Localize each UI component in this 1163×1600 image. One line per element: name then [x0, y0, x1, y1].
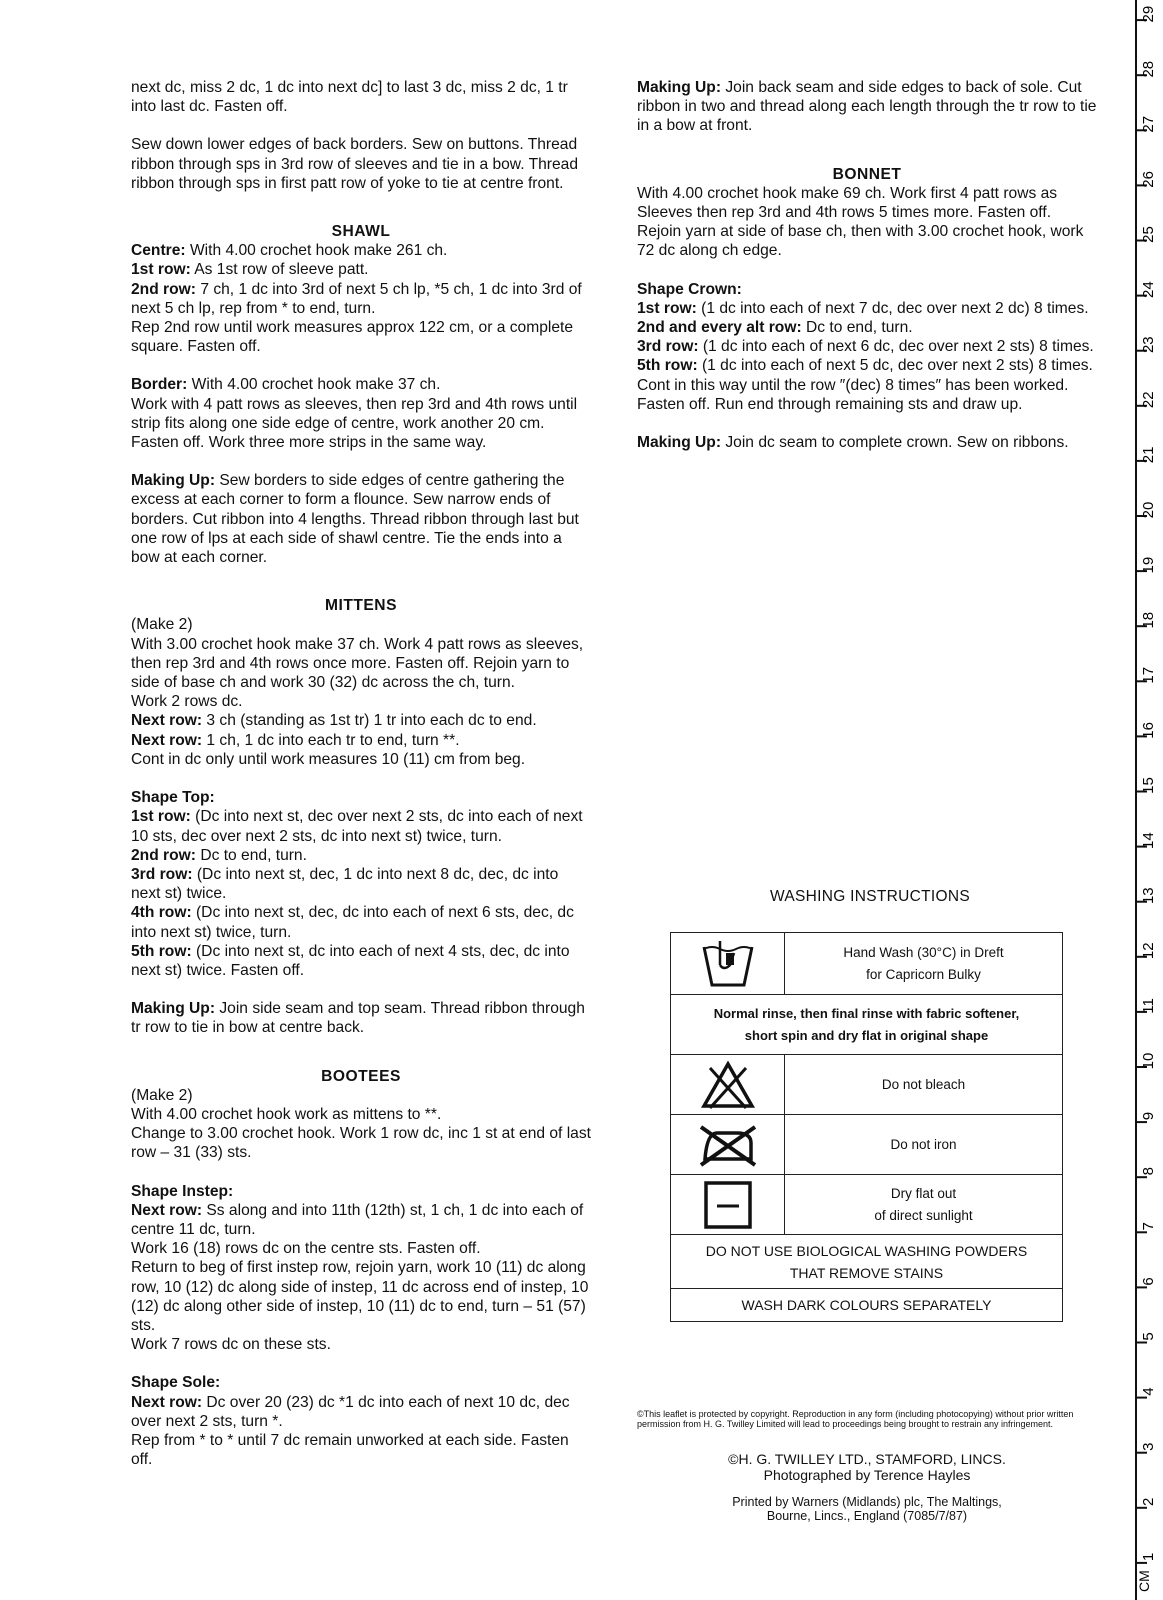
subheading: Shape Top:	[131, 789, 215, 807]
paragraph: Work with 4 patt rows as sleeves, then rep 3rd and 4th rows until strip fits along one side edge of centre, work another 20 cm. Fasten off. Work three more strips in the same way.	[131, 395, 578, 452]
paragraph: Return to beg of first instep row, rejoin yarn, work 10 (11) dc along row, 10 (12) dc along side of instep, 11 dc across end of instep, 10 (12) dc along other side of instep, 10 (11) dc to end, turn – 51 (57) sts.	[131, 1259, 589, 1334]
ruler-number: 21	[1140, 446, 1157, 464]
label: 2nd row:	[131, 846, 196, 864]
hand-wash-icon	[671, 933, 785, 994]
text: Dc to end, turn.	[806, 319, 913, 337]
ruler-number: 25	[1140, 226, 1157, 243]
label: Making Up:	[637, 79, 722, 96]
label: Next row:	[131, 731, 203, 749]
text: (Dc into next st, dec over next 2 sts, dc into each of next 10 sts, dec over next 2 sts, dc into next st) twice, turn.	[131, 808, 583, 845]
wash-row-biological	[671, 1235, 1062, 1289]
ruler-number: 7	[1140, 1222, 1157, 1231]
text: As 1st row of sleeve patt.	[194, 261, 369, 279]
text: Ss along and into 11th (12th) st, 1 ch, 1 dc into each of centre 11 dc, turn.	[131, 1201, 584, 1238]
rinse-line-1: Normal rinse, then final rinse with fabric softener,	[713, 1005, 1020, 1021]
ruler-number: 20	[1140, 501, 1157, 519]
centimetre-ruler	[1135, 0, 1163, 1600]
label: Centre:	[131, 242, 186, 260]
washing-instructions-title: WASHING INSTRUCTIONS	[769, 888, 971, 905]
text: 3 ch (standing as 1st tr) 1 tr into each dc to end.	[206, 712, 537, 730]
text: (Dc into next st, dec, dc into each of next 6 sts, dec, dc into next st) twice, turn.	[131, 904, 574, 941]
paragraph	[637, 318, 1097, 337]
ruler-number: 5	[1140, 1332, 1157, 1341]
ruler-labels	[1136, 6, 1157, 1592]
paragraph	[131, 711, 591, 730]
washing-instructions-table	[670, 932, 1063, 1322]
rinse-text	[671, 995, 1062, 1054]
text: Join dc seam to complete crown. Sew on ribbons.	[725, 434, 1069, 452]
ruler-number: 9	[1140, 1111, 1157, 1121]
paragraph	[131, 471, 591, 567]
ruler-number: 1	[1140, 1552, 1157, 1562]
label: Next row:	[131, 1201, 203, 1219]
paragraph: Rep 2nd row until work measures approx 122 cm, or a complete square. Fasten off.	[131, 319, 574, 356]
rinse-line-2: short spin and dry flat in original shape	[744, 1027, 989, 1043]
wash-row-rinse	[671, 995, 1062, 1055]
ruler-number: 15	[1140, 777, 1157, 794]
subheading: Shape Instep:	[131, 1182, 234, 1200]
ruler-number: 4	[1140, 1387, 1157, 1396]
paragraph	[131, 903, 591, 941]
subheading: Shape Crown:	[637, 280, 742, 298]
text: Sew borders to side edges of centre gathering the excess at each corner to form a flounce. Sew narrow ends of borders. Cut ribbon into 4 lengths. Thread ribbon through last but one row of lps at each side of shawl centre. Tie the ends into a bow at each corner.	[131, 472, 579, 567]
ruler-number: 12	[1140, 942, 1157, 960]
paragraph: With 4.00 crochet hook work as mittens to **.	[131, 1105, 442, 1123]
ruler-number: 14	[1140, 832, 1157, 849]
section-heading-mittens: MITTENS	[325, 597, 397, 615]
wash-text	[785, 1055, 1062, 1114]
text: Dc to end, turn.	[200, 846, 307, 864]
paragraph: Work 16 (18) rows dc on the centre sts. Fasten off.	[131, 1240, 481, 1258]
paragraph: Cont in dc only until work measures 10 (11) cm from beg.	[131, 750, 526, 768]
text: Dc over 20 (23) dc *1 dc into each of next 10 dc, dec over next 2 sts, turn *.	[131, 1393, 570, 1430]
ruler-number: 10	[1140, 1052, 1157, 1070]
ruler-number: 17	[1140, 666, 1157, 684]
ruler-number: 28	[1140, 60, 1157, 78]
ruler-number: 2	[1140, 1497, 1157, 1506]
company-line: ©H. G. TWILLEY LTD., STAMFORD, LINCS.	[728, 1451, 1006, 1467]
paragraph: Work 2 rows dc.	[131, 693, 243, 711]
paragraph: Sew down lower edges of back borders. Sew on buttons. Thread ribbon through sps in 3rd row of sleeves and tie in a bow. Thread ribbon through sps in first patt row of yoke to tie at centre front.	[131, 136, 579, 192]
paragraph: With 4.00 crochet hook make 69 ch. Work first 4 patt rows as Sleeves then rep 3rd and 4th rows 5 times more. Fasten off. Rejoin yarn at side of base ch, then with 3.00 crochet hook, work 72 dc along ch edge.	[637, 184, 1084, 260]
text: (1 dc into each of next 6 dc, dec over next 2 sts) 8 times.	[702, 338, 1094, 356]
paragraph	[131, 865, 591, 903]
label: Next row:	[131, 1393, 203, 1411]
label: 3rd row:	[131, 865, 193, 883]
paragraph: Cont in this way until the row ″(dec) 8 times″ has been worked. Fasten off. Run end through remaining sts and draw up.	[637, 376, 1069, 413]
section-heading-bonnet: BONNET	[832, 165, 902, 183]
copyright-notice: ©This leaflet is protected by copyright. Reproduction in any form (including photocopying) without prior written permission from H. G. Twilley Limited will lead to proceedings being brought to restrain any infringement.	[637, 1409, 1074, 1429]
label: 2nd row:	[131, 280, 196, 298]
ruler-number: 24	[1140, 281, 1157, 298]
right-column	[637, 78, 1097, 452]
wash-text	[785, 933, 1062, 994]
ruler-number: 27	[1140, 115, 1157, 133]
text: (Dc into next st, dec, 1 dc into next 8 dc, dec, dc into next st) twice.	[131, 865, 559, 903]
paragraph	[637, 78, 1097, 136]
paragraph: (Make 2)	[131, 616, 193, 634]
wash-row-dry	[671, 1175, 1062, 1235]
dry-line-1: Dry flat out	[890, 1185, 957, 1201]
paragraph: (Make 2)	[131, 1086, 193, 1104]
ruler-unit-label: CM	[1136, 1570, 1152, 1592]
paragraph	[131, 731, 591, 750]
label: 2nd and every alt row:	[637, 319, 802, 337]
text: 1 ch, 1 dc into each tr to end, turn **.	[206, 731, 460, 749]
paragraph	[131, 1201, 591, 1239]
text: 7 ch, 1 dc into 3rd of next 5 ch lp, *5 ch, 1 dc into 3rd of next 5 ch lp, rep from * to end, turn.	[131, 280, 582, 317]
no-bleach-icon	[671, 1055, 785, 1114]
ruler-number: 29	[1140, 5, 1157, 23]
subheading: Shape Sole:	[131, 1374, 221, 1392]
label: Making Up:	[637, 434, 722, 452]
hand-wash-line-1: Hand Wash (30°C) in Dreft	[843, 944, 1004, 960]
label: 1st row:	[131, 261, 191, 279]
text: With 4.00 crochet hook make 261 ch.	[189, 242, 448, 260]
paragraph	[131, 807, 591, 845]
paragraph	[131, 241, 591, 260]
ruler-number: 8	[1140, 1167, 1157, 1176]
label: 1st row:	[131, 808, 191, 826]
bio-line-2: THAT REMOVE STAINS	[789, 1264, 944, 1281]
paragraph	[131, 260, 591, 279]
text: With 4.00 crochet hook make 37 ch.	[191, 376, 441, 394]
no-bleach-label: Do not bleach	[881, 1076, 966, 1092]
paragraph	[637, 433, 1097, 452]
paragraph: Work 7 rows dc on these sts.	[131, 1336, 331, 1354]
section-heading-bootees: BOOTEES	[321, 1067, 401, 1085]
text: (Dc into next st, dc into each of next 4 sts, dec, dc into next st) twice. Fasten off.	[131, 942, 570, 979]
text: Join back seam and side edges to back of sole. Cut ribbon in two and thread along each length through the tr row to tie in a bow at front.	[637, 79, 1097, 135]
paragraph	[637, 299, 1097, 318]
ruler-number: 11	[1140, 998, 1157, 1014]
ruler-number: 6	[1140, 1277, 1157, 1286]
dry-flat-icon	[671, 1175, 785, 1234]
paragraph	[131, 846, 591, 865]
label: 1st row:	[637, 299, 697, 317]
paragraph: With 3.00 crochet hook make 37 ch. Work 4 patt rows as sleeves, then rep 3rd and 4th rows once more. Fasten off. Rejoin yarn to side of base ch and work 30 (32) dc across the ch, turn.	[131, 635, 584, 692]
ruler-number: 23	[1140, 336, 1157, 354]
paragraph	[131, 942, 591, 980]
paragraph	[131, 999, 591, 1037]
biological-warning	[671, 1235, 1062, 1288]
ruler-number: 16	[1140, 722, 1157, 739]
paragraph: Rep from * to * until 7 dc remain unworked at each side. Fasten off.	[131, 1431, 569, 1469]
no-iron-icon	[671, 1115, 785, 1174]
ruler-number: 13	[1140, 887, 1157, 905]
hand-wash-line-2: for Capricorn Bulky	[866, 966, 981, 982]
wash-row-dark	[671, 1289, 1062, 1321]
paragraph: Change to 3.00 crochet hook. Work 1 row dc, inc 1 st at end of last row – 31 (33) sts.	[131, 1125, 591, 1162]
label: Making Up:	[131, 472, 216, 490]
text: (1 dc into each of next 5 dc, dec over next 2 sts) 8 times.	[701, 357, 1093, 375]
ruler-number: 26	[1140, 171, 1157, 188]
wash-row-hand-wash	[671, 933, 1062, 995]
no-iron-label: Do not iron	[890, 1136, 957, 1152]
printer-info	[637, 1495, 1097, 1523]
photographer-line: Photographed by Terence Hayles	[763, 1467, 971, 1483]
printer-line-2: Bourne, Lincs., England (7085/7/87)	[766, 1509, 968, 1523]
left-column	[131, 78, 591, 1469]
paragraph	[131, 375, 591, 394]
paragraph	[637, 337, 1097, 356]
ruler-number: 22	[1140, 391, 1157, 409]
dry-line-2: of direct sunlight	[874, 1207, 973, 1223]
label: 5th row:	[131, 942, 192, 960]
label: Making Up:	[131, 1000, 216, 1018]
wash-text	[785, 1115, 1062, 1174]
wash-text	[785, 1175, 1062, 1234]
section-heading-shawl: SHAWL	[331, 223, 391, 241]
wash-row-iron	[671, 1115, 1062, 1175]
paragraph	[131, 280, 591, 318]
label: Next row:	[131, 712, 203, 730]
dark-colours-warning: WASH DARK COLOURS SEPARATELY	[741, 1297, 992, 1313]
text: (1 dc into each of next 7 dc, dec over next 2 dc) 8 times.	[701, 299, 1089, 317]
bio-line-1: DO NOT USE BIOLOGICAL WASHING POWDERS	[705, 1242, 1028, 1259]
paragraph	[637, 356, 1097, 375]
label: 4th row:	[131, 904, 192, 922]
ruler-number: 3	[1140, 1442, 1157, 1451]
paragraph: next dc, miss 2 dc, 1 dc into next dc] to last 3 dc, miss 2 dc, 1 tr into last dc. Fasten off.	[131, 79, 568, 116]
credits	[637, 1451, 1097, 1483]
ruler-number: 18	[1140, 611, 1157, 629]
paragraph	[131, 1393, 591, 1431]
label: 5th row:	[637, 357, 698, 375]
printer-line-1: Printed by Warners (Midlands) plc, The Maltings,	[732, 1495, 1002, 1509]
text: Join side seam and top seam. Thread ribbon through tr row to tie in bow at centre back.	[131, 1000, 585, 1037]
label: 3rd row:	[637, 338, 699, 356]
ruler-number: 19	[1140, 556, 1157, 574]
wash-row-bleach	[671, 1055, 1062, 1115]
label: Border:	[131, 376, 188, 394]
